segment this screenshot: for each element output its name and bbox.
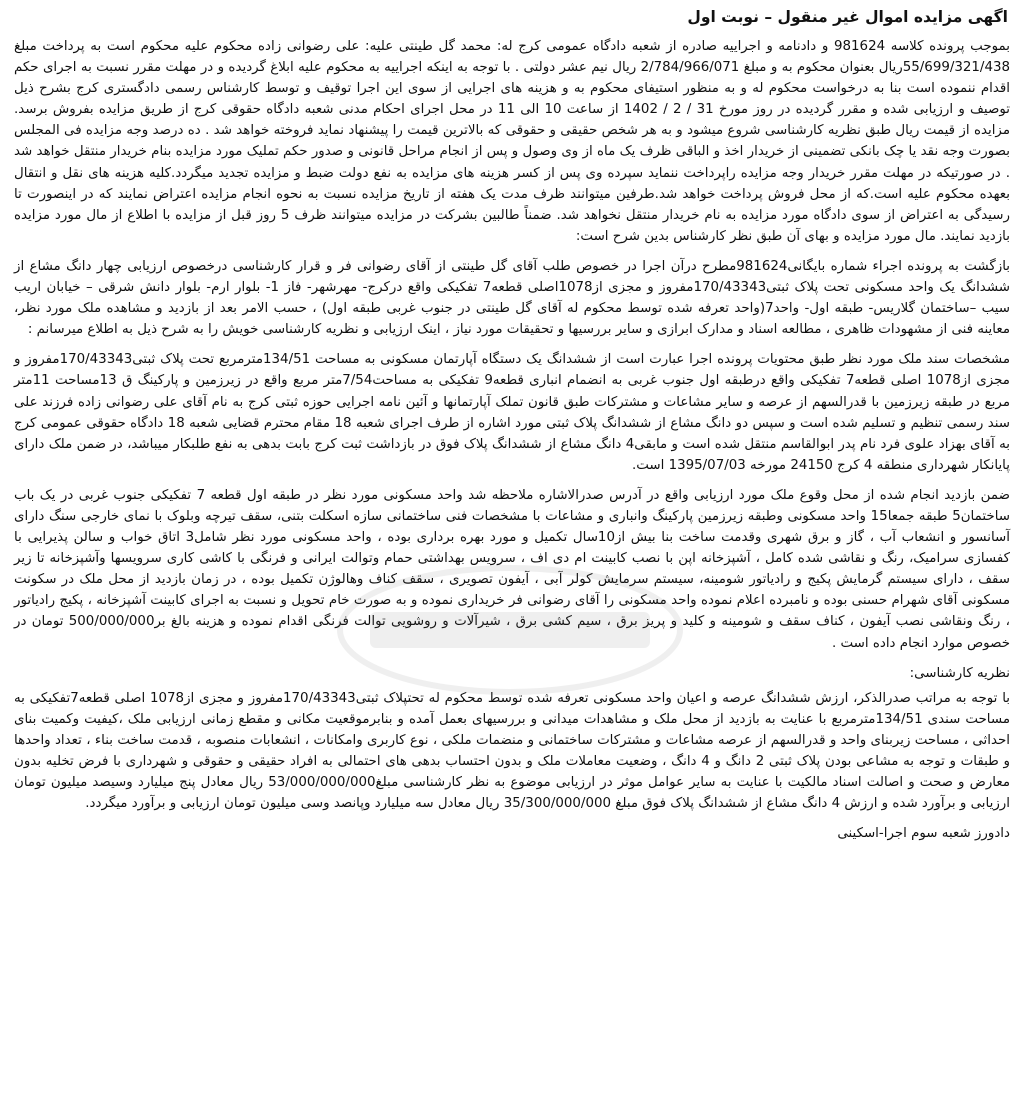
- notice-paragraph-deed: مشخصات سند ملک مورد نظر طبق محتویات پرونده اجرا عبارت است از ششدانگ یک دستگاه آپارتمان مسکونی به مساحت 134/51مترمربع تحت پلاک ثبتی170/43343مفروز و مجزی از1078 اصلی قطعه7 تفکیکی واقع درطبقه اول جنوب غربی به انضمام انباری قطعه9 تفکیکی به مساحت7/54متر مربع واقع در زیرزمین و پارکینگ ق 13مساحت 11متر مربع در طبقه زیرزمین با قدرالسهم از عرصه و سایر مشاعات و مشترکات طبق قانون تملک آپارتمانها و آئین نامه اجرایی حوزه ثبتی کرج به نام آقای علی رضوانی زاده فرزند علی سند رسمی تنظیم و تسلیم شده است و سپس دو دانگ مشاع از ششدانگ پلاک ثبتی مورد اشاره از طرف اجرای شعبه 18 مقام محترم قضایی شعبه 18 دادگاه حقوقی عمومی کرج به آقای بهزاد علوی فرد نام پدر ابوالقاسم منتقل شده است و مابقی4 دانگ مشاع از ششدانگ پلاک فوق در بازداشت ثبت کرج بابت بدهی به نفع طلبکار میباشد، در ضمن ملک دارای پایانکار شهرداری منطقه 4 کرج 24150 مورخه 1395/07/03 است.: [14, 352, 1010, 473]
- expert-opinion-heading: نظریه کارشناسی:: [909, 665, 1010, 681]
- notice-paragraph-intro: بموجب پرونده کلاسه 981624 و دادنامه و اجراییه صادره از شعبه دادگاه عمومی کرج له: محمد گل طینتی علیه: علی رضوانی زاده محکوم علیه محکوم است به پرداخت مبلغ 55/699/321/438ریال بعنوان محکوم به و مبلغ 2/784/966/071 ریال نیم عشر دولتی . با توجه به اینکه اجراییه به محکوم علیه ابلاغ گردیده و در مهلت مقرر نسبت به اجرای حکم اقدام ننموده است بنا به درخواست محکوم له و به منظور استیفای محکوم به و هزینه های اجرایی از سوی این اجرا توقیف و توسط کارشناس رسمی دادگستری کرج بشرح ذیل توصیف و ارزیابی شده و مقرر گردیده در روز مورخ 31 / 2 / 1402 از ساعت 10 الی 11 در محل اجرای احکام مدنی شعبه دادگاه حقوقی کرج از طریق مزایده بفروش برسد. مزایده از قیمت ریال طبق نظریه کارشناسی شروع میشود و به هر شخص حقیقی و حقوقی که بالاترین قیمت را پیشنهاد نماید فروخته خواهد شد . ده درصد وجه مزایده فی المجلس بصورت وجه نقد یا چک بانکی تضمینی از خریدار اخذ و الباقی ظرف یک ماه از وی وصول و پس از انجام مراحل قانونی و صدور حکم تملیک مورد مزایده بنام خریدار منتقل خواهد شد . در صورتیکه در مهلت مقرر خریدار وجه مزایده راپرداخت ننماید سپرده وی پس از کسر هزینه های مزایده به نفع دولت ضبط و مزایده تجدید میگردد.کلیه هزینه های نقل و انتقال بعهده محکوم علیه است.که از محل فروش پرداخت خواهد شد.طرفین میتوانند ظرف مدت یک هفته از تاریخ مزایده نسبت به نحوه انجام مزایده اعتراض نمایند که در اینصورت تا رسیدگی به اعتراض از سوی دادگاه مورد مزایده به نام خریدار منتقل نخواهد شد. ضمناً طالبین بشرکت در مزایده میتوانند ظرف 5 روز قبل از مزایده با اطلاع از مال مورد مزایده بازدید نمایند. مال مورد مزایده و بهای آن طبق نظر کارشناس بدین شرح است:: [14, 39, 1010, 244]
- notice-paragraph-inspection: ضمن بازدید انجام شده از محل وقوع ملک مورد ارزیابی واقع در آدرس صدرالاشاره ملاحظه شد واحد مسکونی مورد نظر در طبقه اول قطعه 7 تفکیکی جنوب غربی در یک باب ساختمان5 طبقه جمعا15 واحد مسکونی وطبقه زیرزمین پارکینگ وانباری و مشاعات با مشخصات فنی ساختمانی سازه اسکلت بتنی، سقف تیرچه وبلوک با نمای خارجی سنگ دارای آسانسور و انشعاب آب ، گاز و برق شهری وقدمت ساخت بنا بیش از10سال تکمیل و مورد بهره برداری بوده ، واحد مسکونی مورد نظر شامل3 اتاق خواب و سالن پذیرایی با کفسازی سرامیک، رنگ و نقاشی شده کامل ، آشپزخانه اپن با نصب کابینت ام دی اف ، سرویس بهداشتی حمام وتوالت ایرانی و فرنگی با کاشی کاری سرویسها وآشپزخانه تا زیر سقف ، دارای سیستم گرمایش پکیج و رادیاتور شومینه، سیستم سرمایش کولر آبی ، آیفون تصویری ، سقف کناف وهالوژن تکمیل بوده ، در زمان بازدید از محل ملک در سکونت مسکونی آقای شهرام حسنی بوده و نامبرده اعلام نموده واحد مسکونی را آقای رضوانی فر خریداری نموده و به صورت خام تحویل و نسبت به اجرای کابینت آشپزخانه ، پکیج رادیاتور ، رنگ ونقاشی نصب آیفون ، کناف سقف و شومینه و کلید و پریز برق ، سیم کشی برق ، شیرآلات و روشویی توالت فرنگی اقدام نموده و هزینه بالغ بر500/000/000 تومان در خصوص موارد انجام داده است .: [14, 487, 1010, 651]
- notice-paragraph-case: بازگشت به پرونده اجراء شماره بایگانی981624مطرح درآن اجرا در خصوص طلب آقای گل طینتی از آقای رضوانی فر و قرار کارشناسی درخصوص ارزیابی چهار دانگ مشاع از ششدانگ یک واحد مسکونی تحت پلاک ثبتی170/43343مفروز و مجزی از1078اصلی قطعه7 تفکیکی واقع درکرج- مهرشهر- فاز 1- بلوار ارم- بلوار دانش شرقی – خیابان اریب سیب –ساختمان گلاریس- طبقه اول- واحد7(واحد تعرفه شده توسط محکوم له آقای گل طینتی در جنوب غربی طبقه اول) ، حسب الامر بعد از بازدید و مشاهده ملک مورد نظر، معاینه فنی از مشهودات ظاهری ، مطالعه اسناد و مدارک ابرازی و سایر بررسیها و تحقیقات مورد نیاز ، اینک ارزیابی و نظریه کارشناسی خویش را به شرح ذیل به اطلاع میرسانم :: [14, 258, 1011, 338]
- signature-line: دادورز شعبه سوم اجرا-اسکینی: [837, 826, 1010, 842]
- expert-opinion-text: با توجه به مراتب صدرالذکر، ارزش ششدانگ عرصه و اعیان واحد مسکونی تعرفه شده توسط محکوم له تحتپلاک ثبتی170/43343مفروز و مجزی از1078 اصلی قطعه7تفکیکی به مساحت سندی 134/51مترمربع با عنایت به بازدید از محل ملک و مشاهدات میدانی و بررسیهای بعمل آمده و بنابرموقعیت مکانی و مقطع زمانی ارزیابی ملک ،کیفیت وکمیت بنای احداثی ، مساحت زیربنای واحد و قدرالسهم از عرصه مشاعات و مشترکات ساختمانی و منضمات ملکی ، نوع کاربری وامکانات ، انشعابات منصوبه ، قدمت ساخت بناء ، تعداد واحدها و طبقات و توجه به مشاعی بودن پلاک ثبتی 2 دانگ و 4 دانگ ، وضعیت معاملات ملک و بدون احتساب بدهی های احتمالی به افراد حقیقی و حقوقی و شهرداری با فرض تخلیه بدون معارض و صحت و اصالت اسناد مالکیت با عنایت به سایر عوامل موثر در ارزیابی موضوع به نظر کارشناسی مبلغ53/000/000/000 ریال معادل پنج میلیارد وسیصد میلیون تومان ارزیابی و برآورد شده و ارزش 4 دانگ مشاع از ششدانگ پلاک فوق مبلغ 35/300/000/000 ریال معادل سه میلیارد وپانصد وسی میلیون تومان ارزیابی و برآورد میگردد.: [14, 690, 1010, 812]
- notice-title: اگهی مزایده اموال غیر منقول – نوبت اول: [687, 8, 1008, 26]
